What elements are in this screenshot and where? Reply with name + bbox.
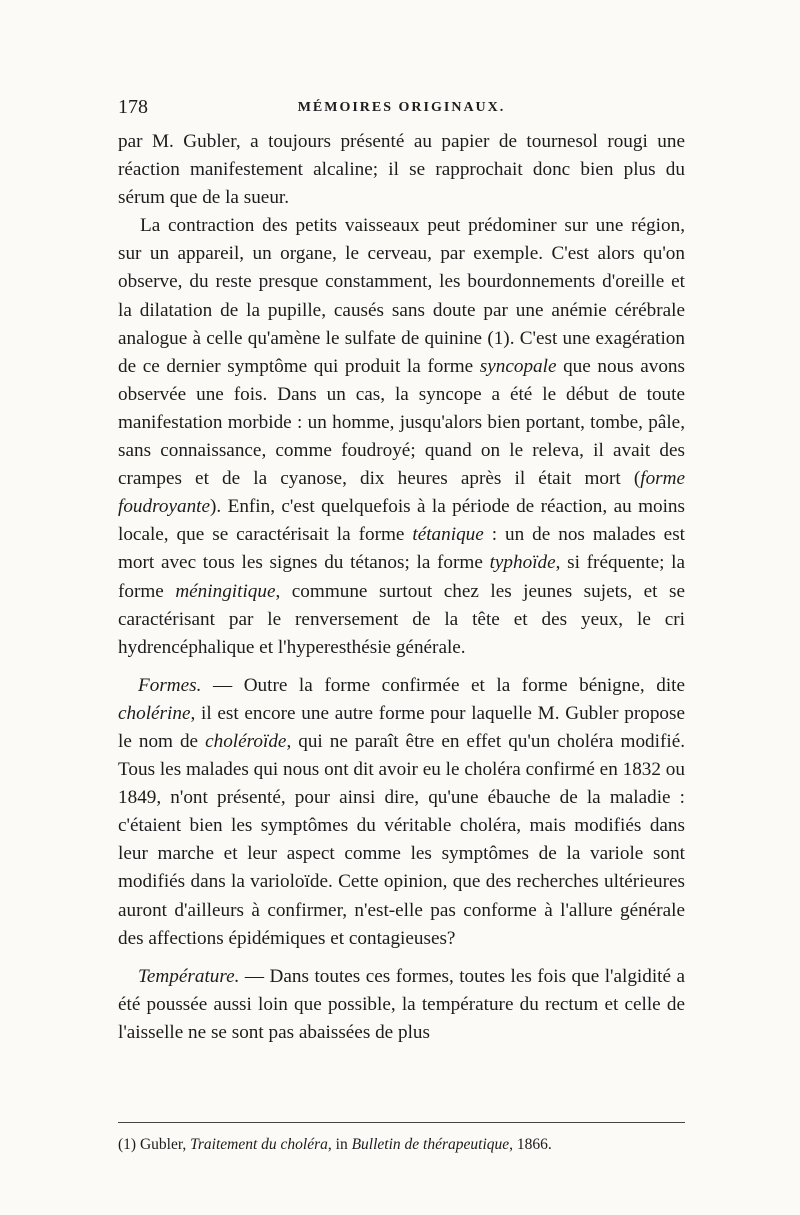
- footnote-title: Traitement du choléra: [190, 1136, 328, 1153]
- page-number: 178: [118, 96, 148, 118]
- term-meningitique: méningitique: [175, 580, 276, 602]
- paragraph-2: La contraction des petits vaisseaux peut prédominer sur une région, sur un appareil, un organe, le cerveau, par exemple. C'est alors qu'on observe, du reste presque constamment, les bourdonnements d'oreille et la dilatation de la pupille, causés sans doute par une anémie cérébrale analogue à celle qu'amène le sulfate de quinine (1). C'est une exagération de ce dernier symptôme qui produit la forme syncopale que nous avons observée une fois. Dans un cas, la syncope a été le début de toute manifestation morbide : un homme, jusqu'alors bien portant, tombe, pâle, sans connaissance, comme foudroyé; quand on le releva, il avait des crampes et de la cyanose, dix heures après il était mort (forme foudroyante). Enfin, c'est quelquefois à la période de réaction, au moins locale, que se caractérisait la forme tétanique : un de nos malades est mort avec tous les signes du tétanos; la forme typhoïde, si fréquente; la forme méningitique, commune surtout chez les jeunes sujets, et se caractérisant par le renversement de la tête et des yeux, le cri hydrencéphalique et l'hyperesthésie générale.: [118, 215, 685, 658]
- section-heading-formes: Formes.: [138, 674, 202, 696]
- term-syncopale: syncopale: [479, 355, 557, 377]
- term-choleroide: choléroïde: [205, 730, 287, 752]
- running-title: MÉMOIRES ORIGINAUX.: [297, 100, 506, 115]
- term-tetanique: tétanique: [412, 524, 484, 546]
- term-forme-foudroyante: forme foudroyante: [118, 468, 685, 518]
- footnote: (1) Gubler, Traitement du choléra, in Bulletin de thérapeutique, 1866.: [118, 1136, 552, 1153]
- paragraph-formes: Formes. — Outre la forme confirmée et la forme bénigne, dite cholérine, il est encore une autre forme pour laquelle M. Gubler propose le nom de choléroïde, qui ne paraît être en effet qu'un choléra modifié. Tous les malades qui nous ont dit avoir eu le choléra confirmé en 1832 ou 1849, n'ont présenté, pour ainsi dire, qu'une ébauche de la maladie : c'étaient bien les symptômes du véritable choléra, mais modifiés dans leur marche et leur aspect comme les symptômes de la variole sont modifiés dans la varioloïde. Cette opinion, que des recherches ultérieures auront d'ailleurs à confirmer, n'est-elle pas conforme à l'allure générale des affections épidémiques et contagieuses?: [118, 674, 686, 949]
- page-header: [118, 96, 685, 126]
- footnote-rule: [118, 1122, 685, 1123]
- paragraph-1: par M. Gubler, a toujours présenté au papier de tournesol rougi une réaction manifestement alcaline; il se rapprochait donc bien plus du sérum que de la sueur.: [118, 131, 685, 209]
- paragraph-temperature: Température. — Dans toutes ces formes, toutes les fois que l'algidité a été poussée aussi loin que possible, la température du rectum et celle de l'aisselle ne se sont pas abaissées de plus: [118, 965, 685, 1043]
- section-heading-temperature: Température.: [138, 965, 240, 987]
- term-typhoide: typhoïde: [489, 552, 556, 574]
- term-cholerine: cholérine: [118, 702, 191, 724]
- body-text: [118, 128, 685, 1047]
- footnote-journal: Bulletin de thérapeutique: [351, 1136, 510, 1153]
